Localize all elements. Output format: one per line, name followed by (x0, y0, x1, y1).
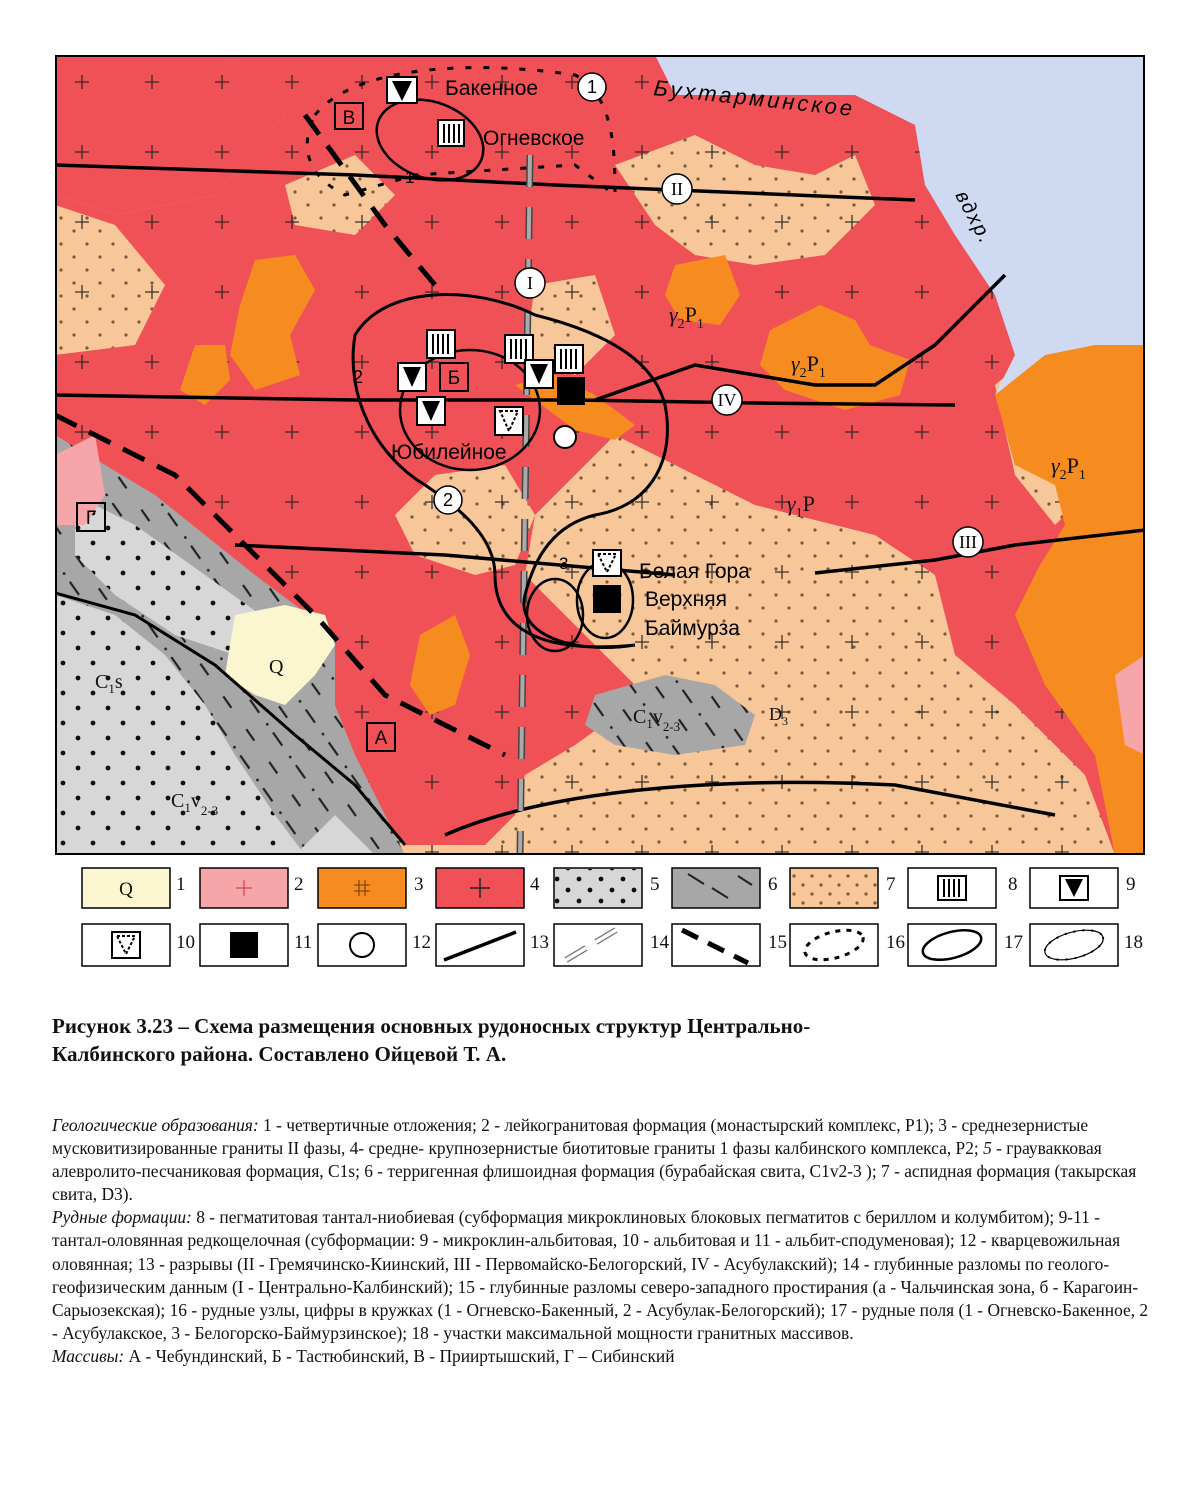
svg-text:3: 3 (414, 874, 424, 895)
legend-item-10 (82, 924, 195, 966)
notes-ore-title: Рудные формации: (52, 1207, 192, 1228)
ore-node-2-label: 2 (442, 490, 454, 510)
notes-geology (52, 1114, 1152, 1206)
legend-item-1 (82, 868, 186, 908)
legend-item-9 (1030, 868, 1136, 908)
legend-item-16 (790, 924, 905, 966)
massif-g-label: Г (85, 508, 97, 529)
geological-map (55, 55, 1145, 855)
formation-q: Q (269, 656, 284, 678)
reservoir-label-abbr: вдхр. (950, 187, 998, 249)
legend-item-13 (436, 924, 549, 966)
massif-v-label: В (342, 108, 356, 129)
deposit-verkhnyaya: Верхняя (645, 588, 727, 611)
legend-item-8 (908, 868, 1018, 908)
ore-field-3-label: 3 (559, 554, 569, 573)
ore-node-1-label: 1 (586, 77, 598, 97)
svg-text:8: 8 (1008, 874, 1018, 895)
fault-label-ii: II (671, 179, 683, 199)
massif-a-label: А (374, 728, 388, 749)
svg-text:12: 12 (412, 932, 431, 953)
legend-item-18 (1030, 924, 1143, 966)
ore-field-2-label: 2 (353, 367, 364, 387)
deposit-ognevskoe: Огневское (483, 127, 585, 150)
ore-field-1-label: 1 (405, 168, 415, 187)
reservoir-label: Бухтарминское (652, 75, 857, 122)
map-legend (78, 862, 1158, 972)
formation-g2p1-b: $\gamma_2P_1$ (791, 351, 826, 381)
legend-item-3 (318, 868, 424, 908)
notes-ore (52, 1206, 1152, 1345)
notes-ore-text: 8 - пегматитовая тантал-ниобиевая (субформация микроклиновых блоковых пегматитов с бериллом и колумбитом); 9-11 - тантал-оловянная редкощелочная (субформации: 9 - микроклин-альбитовая, 10 - альбитовая и 11 - альбит-сподуменовая); 12 - кварцевожильная оловянная; 13 - разрывы (II - Гремячинско-Киинский, III - Первомайско-Белогорский, IV - Асубулакский); 14 - глубинные разломы по геолого-геофизическим данным (I - Центрально-Калбинский); 15 - глубинные разломы северо-западного простирания (а - Чальчинская зона, б - Карагоин-Сарыозекская); 16 - рудные узлы, цифры в кружках (1 - Огневско-Бакенный, 2 - Асубулак-Белогорский); 17 - рудные поля (1 - Огневско-Бакенное, 2 - Асубулакское, 3 - Белогорско-Баймурзинское); 18 - участки максимальной мощности гранитных массивов. (52, 1207, 1149, 1343)
svg-text:9: 9 (1126, 874, 1136, 895)
formation-c1v-southwest: $C_1v_{2-3}$ (171, 790, 219, 818)
fault-label-i: I (527, 273, 533, 293)
fault-label-iv: IV (717, 390, 737, 410)
legend-item-17 (908, 924, 1023, 966)
caption-line-2: Калбинского района. Составлено Ойцевой Т. А. (52, 1042, 507, 1066)
svg-text:6: 6 (768, 874, 778, 895)
formation-g2p1-a: $\gamma_2P_1$ (669, 302, 704, 332)
svg-text:15: 15 (768, 932, 787, 953)
legend-item-11 (200, 924, 312, 966)
legend-item-7 (790, 868, 896, 908)
legend-item-6 (672, 868, 778, 908)
fault-label-iii: III (959, 532, 977, 552)
svg-text:17: 17 (1004, 932, 1023, 953)
svg-text:7: 7 (886, 874, 896, 895)
massif-b-label: Б (447, 368, 461, 389)
formation-d3: $D_3$ (769, 704, 788, 728)
deposit-belaya-gora: Белая Гора (639, 560, 750, 583)
svg-text:13: 13 (530, 932, 549, 953)
formation-c1s: $C_1s$ (95, 671, 123, 696)
notes-geology-title: Геологические образования: (52, 1115, 259, 1135)
deposit-baimurza: Баймурза (645, 617, 740, 640)
svg-text:18: 18 (1124, 932, 1143, 953)
legend-item-14 (554, 924, 670, 966)
notes-massifs (52, 1345, 1152, 1368)
deposit-bakennoe: Бакенное (445, 77, 539, 100)
notes-massifs-title: Массивы: (52, 1345, 125, 1366)
formation-c1v-center: $C_1v_{2-3}$ (633, 706, 681, 734)
svg-text:10: 10 (176, 932, 195, 953)
notes-geology-5: 5 (983, 1138, 992, 1159)
notes-geology-text: 1 - четвертичные отложения; 2 - лейкогранитовая формация (монастырский комплекс, P1); 3 - среднезернистые мусковитизированные граниты II фазы, 4- средне- крупнозернистые биотитовые граниты 1 фазы калбинского комплекса, P2; (52, 1115, 1089, 1159)
svg-text:14: 14 (650, 932, 669, 953)
svg-text:4: 4 (530, 874, 540, 895)
svg-text:16: 16 (886, 932, 905, 953)
legend-item-5 (554, 868, 660, 908)
legend-item-15 (672, 924, 787, 966)
formation-g2p1-c: $\gamma_2P_1$ (1051, 453, 1086, 483)
legend-item-2 (200, 868, 304, 908)
legend-explanation (52, 1114, 1152, 1368)
legend-item-12 (318, 924, 431, 966)
legend-item-4 (436, 868, 540, 908)
notes-massifs-text: А - Чебундинский, Б - Тастюбинский, В - Прииртышский, Г – Сибинский (124, 1345, 675, 1366)
figure-caption (52, 1012, 1152, 1068)
deposit-yubileinoe: Юбилейное (391, 441, 507, 464)
formation-g1p: $\gamma_1P$ (787, 491, 815, 521)
notes-geology-text-2: - граувакковая алевролито-песчаниковая формация, C1s; 6 - терригенная флишоидная формация (бурабайская свита, C1v2-3 ); 7 - аспидная формация (такырская свита, D3). (52, 1138, 1137, 1205)
svg-text:5: 5 (650, 874, 660, 895)
svg-text:Q: Q (119, 879, 133, 900)
svg-text:11: 11 (294, 932, 313, 953)
svg-text:1: 1 (176, 874, 186, 895)
caption-line-1: Рисунок 3.23 – Схема размещения основных рудоносных структур Центрально- (52, 1014, 811, 1038)
svg-text:2: 2 (294, 874, 304, 895)
